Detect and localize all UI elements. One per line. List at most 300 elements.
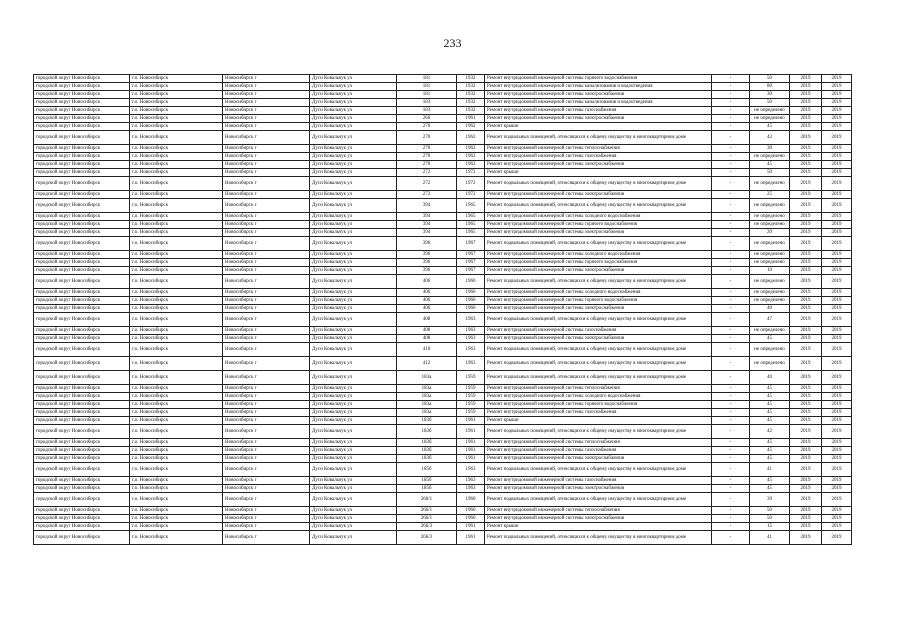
cell-cost: не определено [750,237,790,251]
cell-start-year: 2019 [790,237,822,251]
cell-street: Дуси Ковальчук ул [310,507,397,515]
cell-dash: - [712,213,750,221]
cell-locality: г.о. Новосибирск [130,131,223,145]
cell-start-year: 2019 [790,463,822,477]
table-row [34,161,852,169]
cell-locality: г.о. Новосибирск [130,463,223,477]
cell-build-year: 1961 [457,417,485,425]
cell-district: городской округ Новосибирск [34,199,130,213]
cell-start-year: 2019 [790,75,822,83]
cell-house: 266/3 [397,523,457,531]
cell-dash: - [712,177,750,191]
cell-city: Новосибирск г [223,289,310,297]
cell-build-year: 1963 [457,313,485,327]
cell-locality: г.о. Новосибирск [130,115,223,123]
cell-house: 266 [397,115,457,123]
cell-house: 183б [397,447,457,455]
cell-start-year: 2019 [790,267,822,275]
cell-district: городской округ Новосибирск [34,251,130,259]
cell-street: Дуси Ковальчук ул [310,313,397,327]
cell-build-year: 1963 [457,477,485,485]
cell-start-year: 2019 [790,515,822,523]
cell-locality: г.о. Новосибирск [130,289,223,297]
cell-locality: г.о. Новосибирск [130,75,223,83]
cell-cost: не определено [750,153,790,161]
table-row [34,251,852,259]
cell-dash: - [712,275,750,289]
cell-city: Новосибирск г [223,409,310,417]
cell-end-year: 2019 [822,297,852,305]
cell-build-year: 1963 [457,463,485,477]
cell-city: Новосибирск г [223,177,310,191]
cell-end-year: 2019 [822,221,852,229]
cell-end-year: 2019 [822,313,852,327]
table-row [34,131,852,145]
cell-start-year: 2019 [790,371,822,385]
cell-work-type: Ремонт внутридомовой инженерной системы теплоснабжения [485,145,712,153]
cell-city: Новосибирск г [223,447,310,455]
cell-locality: г.о. Новосибирск [130,401,223,409]
cell-district: городской округ Новосибирск [34,447,130,455]
cell-end-year: 2019 [822,213,852,221]
cell-city: Новосибирск г [223,145,310,153]
cell-house: 272 [397,169,457,177]
cell-build-year: 1961 [457,523,485,531]
cell-cost: не определено [750,343,790,357]
cell-end-year: 2019 [822,371,852,385]
cell-start-year: 2019 [790,131,822,145]
cell-city: Новосибирск г [223,385,310,393]
cell-build-year: 1961 [457,425,485,439]
cell-cost: 45 [750,385,790,393]
cell-locality: г.о. Новосибирск [130,507,223,515]
cell-street: Дуси Ковальчук ул [310,463,397,477]
cell-district: городской округ Новосибирск [34,297,130,305]
cell-start-year: 2019 [790,145,822,153]
cell-district: городской округ Новосибирск [34,115,130,123]
cell-city: Новосибирск г [223,107,310,115]
cell-locality: г.о. Новосибирск [130,425,223,439]
cell-city: Новосибирск г [223,439,310,447]
cell-district: городской округ Новосибирск [34,371,130,385]
cell-end-year: 2019 [822,385,852,393]
cell-city: Новосибирск г [223,131,310,145]
cell-cost: 45 [750,161,790,169]
cell-street: Дуси Ковальчук ул [310,131,397,145]
table-row [34,237,852,251]
table-row [34,213,852,221]
cell-work-type: Ремонт внутридомовой инженерной системы электроснабжения [485,335,712,343]
cell-street: Дуси Ковальчук ул [310,83,397,91]
table-body [34,75,852,545]
cell-build-year: 1962 [457,131,485,145]
cell-street: Дуси Ковальчук ул [310,213,397,221]
cell-cost: 10 [750,267,790,275]
cell-street: Дуси Ковальчук ул [310,305,397,313]
cell-end-year: 2019 [822,123,852,131]
cell-street: Дуси Ковальчук ул [310,75,397,83]
table-row [34,107,852,115]
cell-district: городской округ Новосибирск [34,439,130,447]
cell-dash: - [712,161,750,169]
cell-house: 406 [397,289,457,297]
cell-street: Дуси Ковальчук ул [310,531,397,545]
cell-district: городской округ Новосибирск [34,385,130,393]
cell-street: Дуси Ковальчук ул [310,123,397,131]
cell-house: 185б [397,485,457,493]
cell-work-type: Ремонт внутридомовой инженерной системы горячего водоснабжения [485,259,712,267]
cell-end-year: 2019 [822,477,852,485]
cell-district: городской округ Новосибирск [34,169,130,177]
cell-dash: - [712,531,750,545]
cell-house: 183б [397,417,457,425]
cell-end-year: 2019 [822,153,852,161]
cell-city: Новосибирск г [223,297,310,305]
cell-dash: - [712,169,750,177]
cell-work-type: Ремонт внутридомовой инженерной системы газоснабжения [485,477,712,485]
cell-street: Дуси Ковальчук ул [310,177,397,191]
cell-city: Новосибирск г [223,401,310,409]
cell-street: Дуси Ковальчук ул [310,297,397,305]
cell-build-year: 1967 [457,259,485,267]
cell-build-year: 1959 [457,371,485,385]
cell-dash: - [712,297,750,305]
cell-work-type: Ремонт внутридомовой инженерной системы электроснабжения [485,515,712,523]
cell-work-type: Ремонт внутридомовой инженерной системы электроснабжения [485,485,712,493]
cell-end-year: 2019 [822,439,852,447]
cell-start-year: 2019 [790,229,822,237]
cell-house: 406 [397,275,457,289]
cell-cost: не определено [750,221,790,229]
cell-city: Новосибирск г [223,515,310,523]
cell-district: городской округ Новосибирск [34,327,130,335]
cell-end-year: 2019 [822,455,852,463]
cell-work-type: Ремонт крыши [485,417,712,425]
cell-street: Дуси Ковальчук ул [310,251,397,259]
cell-dash: - [712,267,750,275]
cell-cost: 42 [750,131,790,145]
cell-city: Новосибирск г [223,199,310,213]
cell-end-year: 2019 [822,417,852,425]
cell-street: Дуси Ковальчук ул [310,425,397,439]
cell-end-year: 2019 [822,83,852,91]
cell-district: городской округ Новосибирск [34,507,130,515]
cell-house: 266/1 [397,515,457,523]
cell-build-year: 1932 [457,83,485,91]
cell-build-year: 1967 [457,237,485,251]
cell-district: городской округ Новосибирск [34,83,130,91]
cell-start-year: 2019 [790,313,822,327]
cell-city: Новосибирск г [223,477,310,485]
table-row [34,259,852,267]
cell-cost: не определено [750,357,790,371]
cell-cost: не определено [750,213,790,221]
cell-house: 183 [397,99,457,107]
cell-build-year: 1961 [457,439,485,447]
cell-end-year: 2019 [822,305,852,313]
cell-city: Новосибирск г [223,417,310,425]
cell-house: 396 [397,267,457,275]
cell-cost: 30 [750,91,790,99]
cell-end-year: 2019 [822,409,852,417]
cell-locality: г.о. Новосибирск [130,477,223,485]
cell-end-year: 2019 [822,531,852,545]
cell-cost: 47 [750,313,790,327]
cell-locality: г.о. Новосибирск [130,259,223,267]
cell-street: Дуси Ковальчук ул [310,115,397,123]
cell-build-year: 1972 [457,169,485,177]
cell-locality: г.о. Новосибирск [130,199,223,213]
cell-end-year: 2019 [822,447,852,455]
cell-end-year: 2019 [822,515,852,523]
cell-work-type: Ремонт внутридомовой инженерной системы холодного водоснабжения [485,213,712,221]
cell-district: городской округ Новосибирск [34,393,130,401]
cell-locality: г.о. Новосибирск [130,357,223,371]
cell-dash: - [712,343,750,357]
cell-district: городской округ Новосибирск [34,493,130,507]
cell-work-type: Ремонт внутридомовой инженерной системы электроснабжения [485,161,712,169]
cell-district: городской округ Новосибирск [34,145,130,153]
cell-end-year: 2019 [822,267,852,275]
cell-locality: г.о. Новосибирск [130,485,223,493]
cell-cost: 50 [750,169,790,177]
cell-start-year: 2019 [790,455,822,463]
cell-street: Дуси Ковальчук ул [310,401,397,409]
cell-street: Дуси Ковальчук ул [310,417,397,425]
cell-end-year: 2019 [822,425,852,439]
cell-work-type: Ремонт подвальных помещений, относящихся к общему имуществу в многоквартирном доме [485,177,712,191]
cell-dash: - [712,393,750,401]
cell-house: 406 [397,297,457,305]
cell-city: Новосибирск г [223,115,310,123]
cell-build-year: 1932 [457,75,485,83]
cell-dash: - [712,401,750,409]
cell-cost: 50 [750,507,790,515]
cell-district: городской округ Новосибирск [34,409,130,417]
cell-house: 408 [397,313,457,327]
cell-house: 396 [397,259,457,267]
table-row [34,275,852,289]
cell-build-year: 1967 [457,251,485,259]
cell-cost: 20 [750,229,790,237]
cell-street: Дуси Ковальчук ул [310,385,397,393]
table-row [34,115,852,123]
cell-cost: 45 [750,335,790,343]
cell-city: Новосибирск г [223,425,310,439]
cell-work-type: Ремонт внутридомовой инженерной системы электроснабжения [485,115,712,123]
cell-house: 410 [397,343,457,357]
cell-build-year: 1965 [457,221,485,229]
cell-start-year: 2019 [790,199,822,213]
cell-cost: 42 [750,425,790,439]
cell-locality: г.о. Новосибирск [130,229,223,237]
cell-house: 185б [397,463,457,477]
table-row [34,169,852,177]
cell-work-type: Ремонт внутридомовой инженерной системы холодного водоснабжения [485,393,712,401]
cell-dash: - [712,251,750,259]
cell-cost: не определено [750,251,790,259]
cell-house: 181 [397,83,457,91]
cell-house: 270 [397,161,457,169]
cell-city: Новосибирск г [223,485,310,493]
cell-end-year: 2019 [822,237,852,251]
cell-build-year: 1959 [457,385,485,393]
cell-street: Дуси Ковальчук ул [310,259,397,267]
cell-end-year: 2019 [822,229,852,237]
cell-work-type: Ремонт внутридомовой инженерной системы газоснабжения [485,153,712,161]
cell-city: Новосибирск г [223,153,310,161]
cell-district: городской округ Новосибирск [34,477,130,485]
cell-cost: 45 [750,455,790,463]
cell-cost: 45 [750,439,790,447]
cell-start-year: 2019 [790,153,822,161]
cell-street: Дуси Ковальчук ул [310,237,397,251]
cell-city: Новосибирск г [223,335,310,343]
cell-house: 266/1 [397,507,457,515]
cell-cost: 45 [750,409,790,417]
cell-dash: - [712,439,750,447]
cell-city: Новосибирск г [223,161,310,169]
cell-work-type: Ремонт подвальных помещений, относящихся к общему имуществу в многоквартирном доме [485,275,712,289]
cell-house: 183б [397,455,457,463]
cell-end-year: 2019 [822,107,852,115]
cell-cost: 45 [750,417,790,425]
cell-locality: г.о. Новосибирск [130,305,223,313]
cell-city: Новосибирск г [223,493,310,507]
cell-city: Новосибирск г [223,213,310,221]
cell-city: Новосибирск г [223,305,310,313]
cell-end-year: 2019 [822,259,852,267]
table-row [34,401,852,409]
cell-work-type: Ремонт внутридомовой инженерной системы электроснабжения [485,229,712,237]
cell-dash: - [712,507,750,515]
cell-dash: - [712,417,750,425]
cell-street: Дуси Ковальчук ул [310,335,397,343]
cell-cost: не определено [750,327,790,335]
cell-work-type: Ремонт крыши [485,523,712,531]
cell-cost: не определено [750,107,790,115]
cell-start-year: 2019 [790,493,822,507]
cell-locality: г.о. Новосибирск [130,455,223,463]
cell-dash: - [712,515,750,523]
cell-city: Новосибирск г [223,99,310,107]
cell-street: Дуси Ковальчук ул [310,199,397,213]
cell-locality: г.о. Новосибирск [130,515,223,523]
cell-house: 183 [397,107,457,115]
cell-end-year: 2019 [822,357,852,371]
cell-house: 270 [397,153,457,161]
cell-locality: г.о. Новосибирск [130,123,223,131]
cell-start-year: 2019 [790,523,822,531]
cell-start-year: 2019 [790,305,822,313]
cell-cost: не определено [750,199,790,213]
cell-start-year: 2019 [790,477,822,485]
table-row [34,463,852,477]
table-row [34,447,852,455]
cell-build-year: 1961 [457,115,485,123]
cell-street: Дуси Ковальчук ул [310,191,397,199]
cell-start-year: 2019 [790,297,822,305]
cell-house: 408 [397,335,457,343]
cell-build-year: 1959 [457,409,485,417]
cell-start-year: 2019 [790,439,822,447]
cell-street: Дуси Ковальчук ул [310,221,397,229]
cell-build-year: 1966 [457,297,485,305]
cell-house: 394 [397,229,457,237]
cell-cost: не определено [750,275,790,289]
cell-build-year: 1932 [457,91,485,99]
cell-district: городской округ Новосибирск [34,531,130,545]
cell-start-year: 2019 [790,259,822,267]
cell-work-type: Ремонт подвальных помещений, относящихся к общему имуществу в многоквартирном доме [485,357,712,371]
cell-work-type: Ремонт внутридомовой инженерной системы горячего водоснабжения [485,75,712,83]
cell-cost: 45 [750,401,790,409]
cell-dash: - [712,145,750,153]
cell-start-year: 2019 [790,107,822,115]
table-row [34,493,852,507]
cell-city: Новосибирск г [223,523,310,531]
cell-district: городской округ Новосибирск [34,99,130,107]
table-row [34,507,852,515]
cell-dash: - [712,477,750,485]
cell-street: Дуси Ковальчук ул [310,327,397,335]
cell-end-year: 2019 [822,327,852,335]
table-row [34,267,852,275]
cell-district: городской округ Новосибирск [34,191,130,199]
cell-dash: - [712,289,750,297]
table-row [34,305,852,313]
cell-city: Новосибирск г [223,75,310,83]
cell-locality: г.о. Новосибирск [130,447,223,455]
table-row [34,123,852,131]
cell-street: Дуси Ковальчук ул [310,485,397,493]
cell-work-type: Ремонт внутридомовой инженерной системы электроснабжения [485,305,712,313]
cell-locality: г.о. Новосибирск [130,531,223,545]
cell-street: Дуси Ковальчук ул [310,267,397,275]
cell-district: городской округ Новосибирск [34,335,130,343]
cell-district: городской округ Новосибирск [34,275,130,289]
cell-start-year: 2019 [790,485,822,493]
cell-build-year: 1959 [457,393,485,401]
table-row [34,425,852,439]
cell-end-year: 2019 [822,251,852,259]
table-row [34,229,852,237]
cell-build-year: 1966 [457,289,485,297]
cell-end-year: 2019 [822,523,852,531]
cell-work-type: Ремонт внутридомовой инженерной системы газоснабжения [485,107,712,115]
cell-build-year: 1961 [457,455,485,463]
cell-build-year: 1965 [457,229,485,237]
cell-start-year: 2019 [790,221,822,229]
cell-city: Новосибирск г [223,455,310,463]
cell-house: 181 [397,75,457,83]
cell-build-year: 1962 [457,123,485,131]
cell-end-year: 2019 [822,275,852,289]
cell-street: Дуси Ковальчук ул [310,493,397,507]
cell-work-type: Ремонт подвальных помещений, относящихся к общему имуществу в многоквартирном доме [485,463,712,477]
cell-cost: 15 [750,523,790,531]
cell-locality: г.о. Новосибирск [130,417,223,425]
cell-district: городской округ Новосибирск [34,107,130,115]
cell-district: городской округ Новосибирск [34,523,130,531]
cell-end-year: 2019 [822,99,852,107]
cell-district: городской округ Новосибирск [34,161,130,169]
cell-build-year: 1961 [457,447,485,455]
cell-start-year: 2019 [790,169,822,177]
cell-start-year: 2019 [790,447,822,455]
table-row [34,99,852,107]
cell-build-year: 1963 [457,327,485,335]
